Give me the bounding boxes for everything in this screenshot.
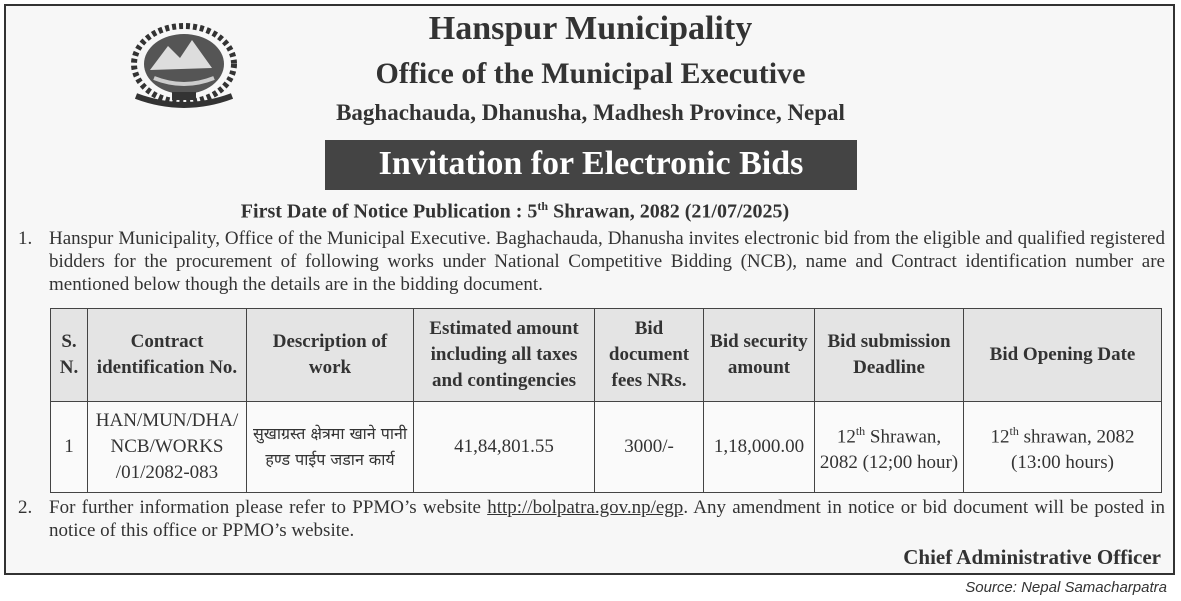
signatory-title: Chief Administrative Officer [903, 545, 1161, 569]
cell-doc-fee: 3000/- [595, 402, 704, 493]
cell-deadline: 12th Shrawan, 2082 (12;00 hour) [815, 402, 964, 493]
publication-date: First Date of Notice Publication : 5th Shrawan, 2082 (21/07/2025) [240, 199, 790, 223]
paragraph-2 [18, 496, 1165, 542]
cell-security: 1,18,000.00 [704, 402, 815, 493]
col-header-doc-fee: Bid document fees NRs. [595, 309, 704, 402]
paragraph-number: 1. [18, 228, 33, 249]
notice-title-banner: Invitation for Electronic Bids [325, 140, 857, 190]
office-name: Office of the Municipal Executive [375, 57, 806, 90]
bid-table [50, 308, 1162, 493]
cell-sn: 1 [51, 402, 88, 493]
col-header-contract-id: Contract identification No. [88, 309, 247, 402]
cell-estimate: 41,84,801.55 [414, 402, 595, 493]
paragraph-1 [18, 227, 1165, 296]
col-header-sn: S. N. [51, 309, 88, 402]
municipality-name: Hanspur Municipality [428, 10, 753, 47]
paragraph-text: Hanspur Municipality, Office of the Municipal Executive. Baghachauda, Dhanusha invites electronic bid from the eligible and qualified registered bidders for the procurement of following works under National Competitive Bidding (NCB), name and Contract identification number are mentioned below though the details are in the bidding document. [49, 228, 1165, 295]
col-header-security: Bid security amount [704, 309, 815, 402]
col-header-opening: Bid Opening Date [964, 309, 1162, 402]
col-header-estimate: Estimated amount including all taxes and contingencies [414, 309, 595, 402]
office-address: Baghachauda, Dhanusha, Madhesh Province, Nepal [336, 100, 845, 125]
cell-opening: 12th shrawan, 2082 (13:00 hours) [964, 402, 1162, 493]
table-header-row [51, 309, 1162, 402]
source-credit: Source: Nepal Samacharpatra [965, 579, 1167, 596]
col-header-deadline: Bid submission Deadline [815, 309, 964, 402]
table-row [51, 402, 1162, 493]
ppmo-website-link[interactable]: http://bolpatra.gov.np/egp [487, 497, 684, 518]
col-header-description: Description of work [247, 309, 414, 402]
paragraph-text: For further information please refer to PPMO’s website http://bolpatra.gov.np/egp. Any amendment in notice or bid document will be posted in notice of this office or PPMO’s website. [49, 497, 1165, 541]
cell-description: सुखाग्रस्त क्षेत्रमा खाने पानी हण्ड पाईप जडान कार्य [247, 402, 414, 493]
cell-contract-id: HAN/MUN/DHA/ NCB/WORKS /01/2082-083 [88, 402, 247, 493]
paragraph-number: 2. [18, 497, 33, 518]
